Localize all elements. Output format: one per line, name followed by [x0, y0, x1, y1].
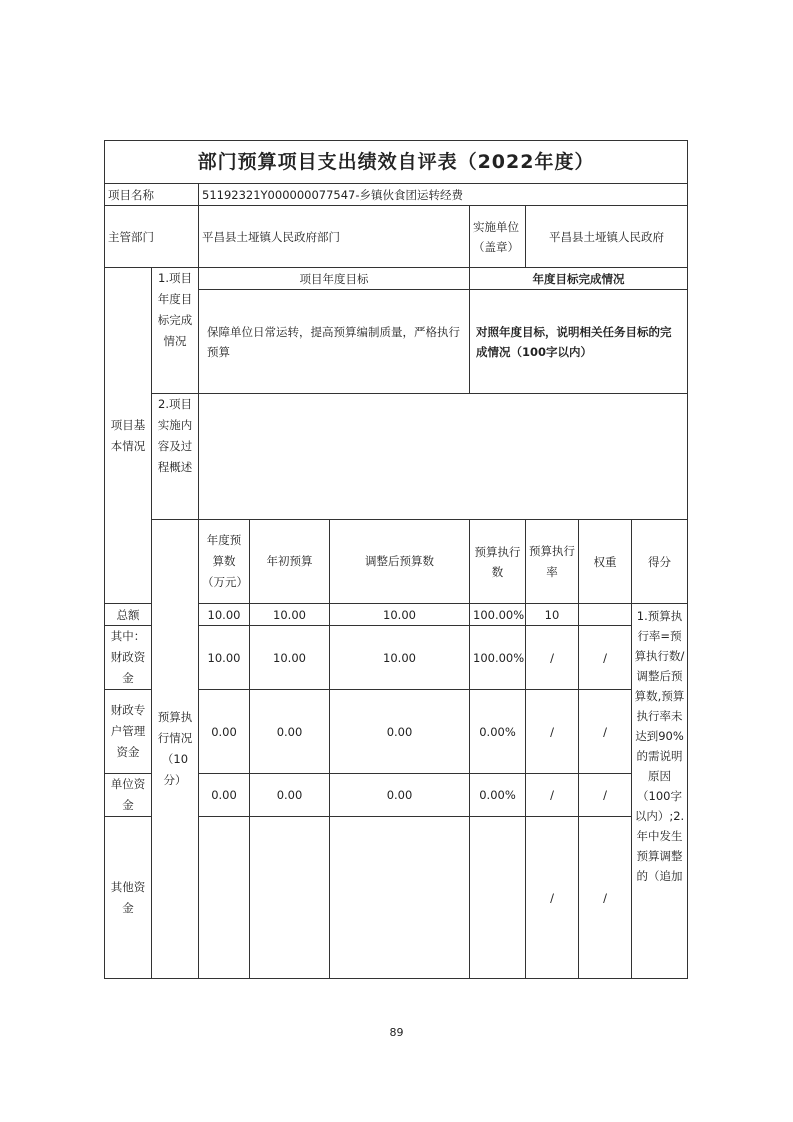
performance-evaluation-table — [104, 140, 688, 979]
score: / — [579, 774, 632, 817]
dept-label: 主管部门 — [105, 206, 199, 268]
page-number: 89 — [389, 1026, 404, 1039]
adjusted-budget: 0.00 — [250, 774, 330, 817]
initial-budget: 10.00 — [199, 626, 250, 690]
budget-header-adjusted: 调整后预算数 — [330, 520, 470, 604]
initial-budget — [199, 817, 250, 979]
weight: / — [526, 774, 579, 817]
execution-rate: 100.00% — [470, 604, 526, 626]
weight: 10 — [526, 604, 579, 626]
budget-header-weight: 权重 — [579, 520, 632, 604]
row-label: 其中：财政资金 — [105, 626, 152, 690]
completion-text: 对照年度目标，说明相关任务目标的完成情况（100字以内） — [470, 290, 688, 394]
score — [579, 604, 632, 626]
budget-label: 预算执行情况（10分） — [152, 520, 199, 979]
execution-rate — [470, 817, 526, 979]
impl-content-text — [199, 394, 688, 520]
weight: / — [526, 626, 579, 690]
impl-content-label: 2.项目实施内容及过程概述 — [152, 394, 199, 520]
adjusted-budget: 0.00 — [250, 690, 330, 774]
project-name-value: 51192321Y000000077547-乡镇伙食团运转经费 — [199, 184, 688, 206]
reason-note: 1.预算执行率=预算执行数/调整后预算数,预算执行率未达到90%的需说明原因（100字以内）;2.年中发生预算调整的（追加 — [632, 604, 688, 979]
impl-unit-label: 实施单位（盖章） — [470, 206, 526, 268]
dept-value: 平昌县土垭镇人民政府部门 — [199, 206, 470, 268]
executed-budget: 10.00 — [330, 626, 470, 690]
adjusted-budget — [250, 817, 330, 979]
row-label: 财政专户管理资金 — [105, 690, 152, 774]
annual-goal-text: 保障单位日常运转，提高预算编制质量，严格执行预算 — [199, 290, 470, 394]
annual-goal-header: 项目年度目标 — [199, 268, 470, 290]
executed-budget: 10.00 — [330, 604, 470, 626]
project-name-label: 项目名称 — [105, 184, 199, 206]
initial-budget: 0.00 — [199, 690, 250, 774]
execution-rate: 0.00% — [470, 774, 526, 817]
goal-label: 1.项目年度目标完成情况 — [152, 268, 199, 394]
row-label: 单位资金 — [105, 774, 152, 817]
executed-budget — [330, 817, 470, 979]
initial-budget: 0.00 — [199, 774, 250, 817]
weight: / — [526, 690, 579, 774]
initial-budget: 10.00 — [199, 604, 250, 626]
weight: / — [526, 817, 579, 979]
execution-rate: 100.00% — [470, 626, 526, 690]
basic-info-label: 项目基本情况 — [105, 268, 152, 604]
budget-header-initial: 年初预算 — [250, 520, 330, 604]
budget-header-annual: 年度预算数（万元） — [199, 520, 250, 604]
row-label: 总额 — [105, 604, 152, 626]
budget-header-rate: 预算执行率 — [526, 520, 579, 604]
impl-unit-value: 平昌县土垭镇人民政府 — [526, 206, 688, 268]
score: / — [579, 817, 632, 979]
adjusted-budget: 10.00 — [250, 626, 330, 690]
score: / — [579, 690, 632, 774]
budget-header-executed: 预算执行数 — [470, 520, 526, 604]
executed-budget: 0.00 — [330, 690, 470, 774]
row-label: 其他资金 — [105, 817, 152, 979]
table-title: 部门预算项目支出绩效自评表（2022年度） — [105, 141, 688, 184]
budget-header-score: 得分 — [632, 520, 688, 604]
executed-budget: 0.00 — [330, 774, 470, 817]
completion-header: 年度目标完成情况 — [470, 268, 688, 290]
score: / — [579, 626, 632, 690]
adjusted-budget: 10.00 — [250, 604, 330, 626]
execution-rate: 0.00% — [470, 690, 526, 774]
